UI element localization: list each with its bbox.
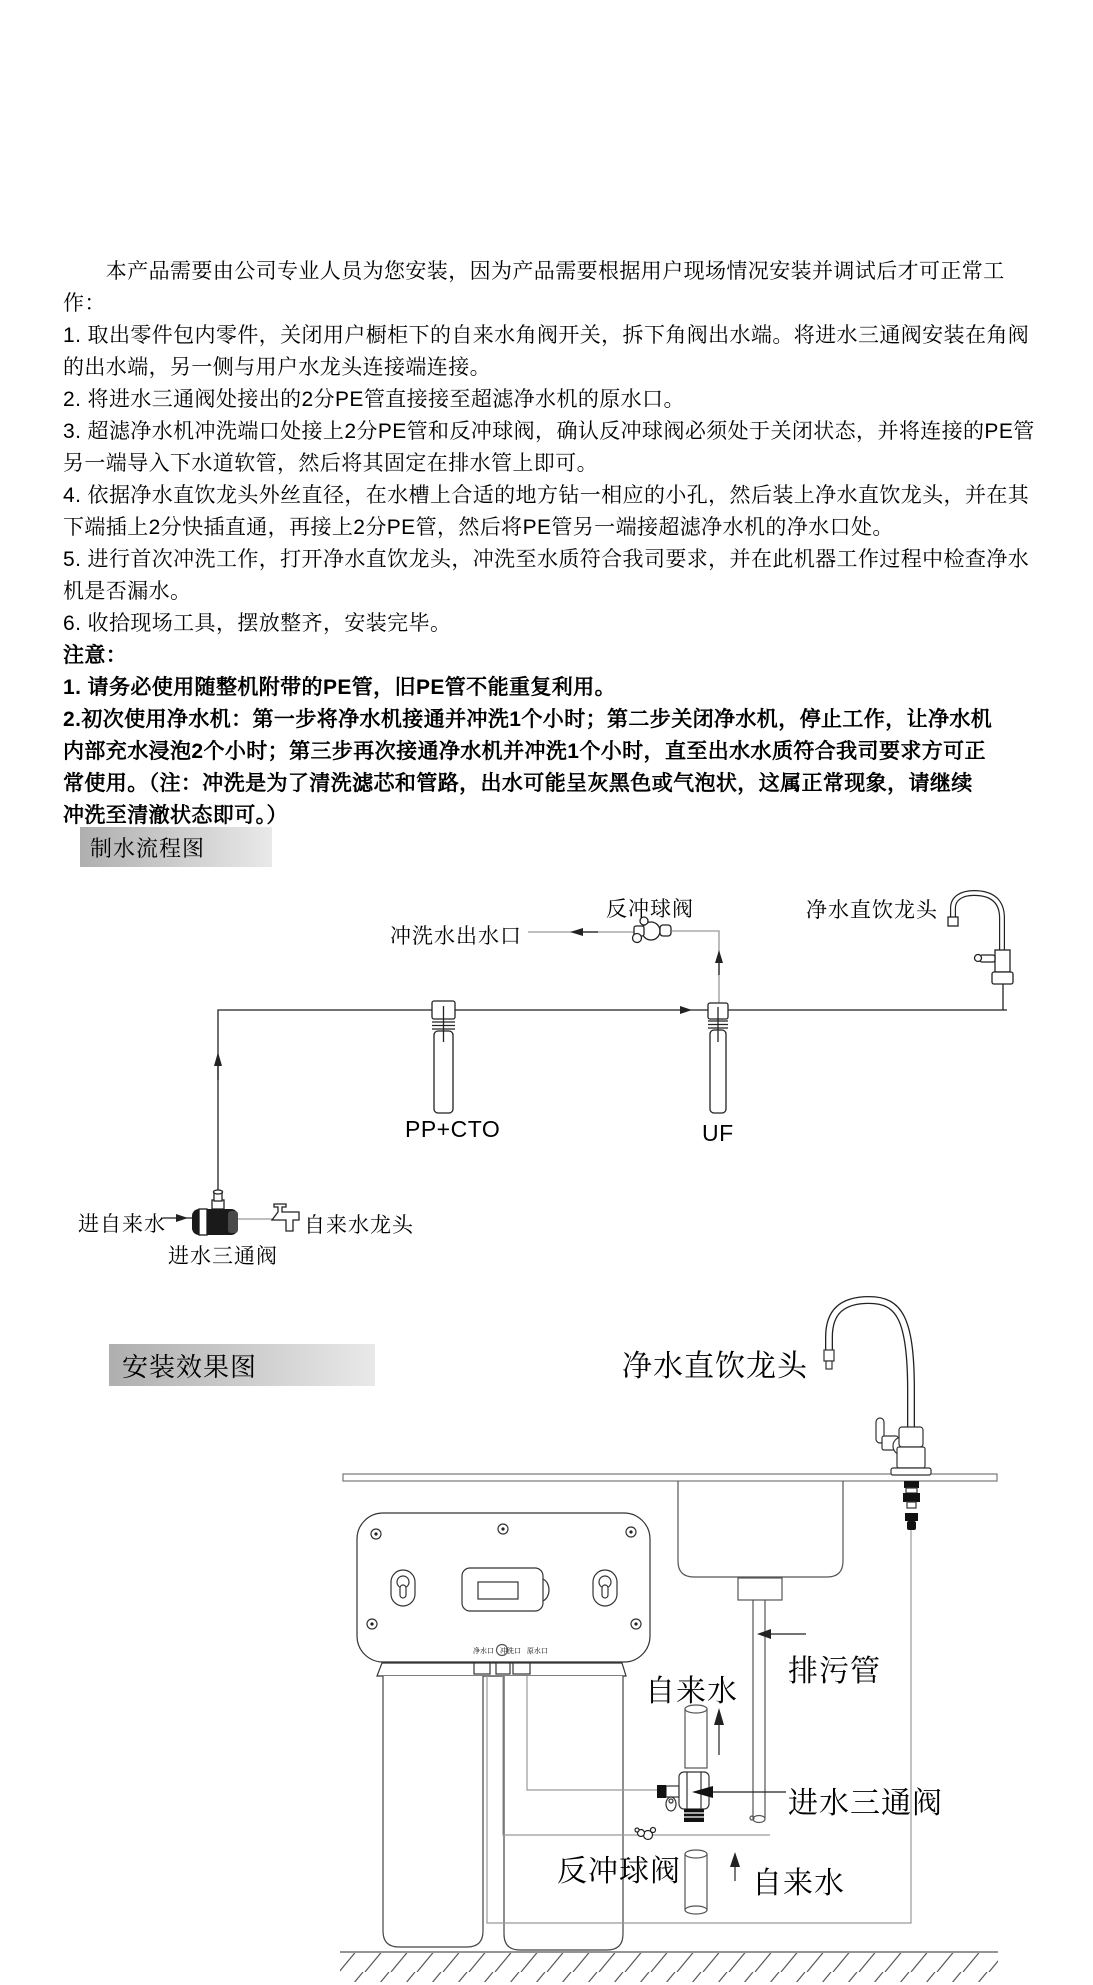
- filter-bottle: [504, 1676, 623, 1950]
- up-arrow-icon: [714, 1708, 724, 1725]
- step-line: 另一端导入下水道软管，然后将其固定在排水管上即可。: [63, 452, 598, 475]
- uf-filter-icon: [708, 1003, 728, 1113]
- pure-water-port-label: 净水口: [473, 1648, 494, 1655]
- tap-inlet-label: 进自来水: [78, 1213, 166, 1236]
- flush-outlet-label: 冲洗水出水口: [390, 925, 522, 948]
- flow-diagram: [163, 893, 1013, 1235]
- step-line: 5. 进行首次冲洗工作，打开净水直饮龙头，冲洗至水质符合我司要求，并在此机器工作过程中检查净水: [63, 548, 1030, 571]
- tap-pipe-upper: [685, 1705, 707, 1768]
- display-panel: [462, 1568, 549, 1611]
- raw-water-port-label: 原水口: [526, 1648, 548, 1655]
- install-section-title: 安装效果图: [122, 1351, 258, 1382]
- drinking-faucet-label: 净水直饮龙头: [806, 899, 938, 922]
- notice-line: 常使用。（注：冲洗是为了清洗滤芯和管路，出水可能呈灰黑色或气泡状，这属正常现象，请继续: [63, 772, 973, 795]
- step-line: 3. 超滤净水机冲洗端口处接上2分PE管和反冲球阀，确认反冲球阀必须处于关闭状态，并将连接的PE管: [63, 420, 1035, 443]
- sink: [678, 1481, 843, 1577]
- backflush-valve-icon: [635, 1828, 656, 1840]
- up-arrow-icon: [730, 1852, 740, 1867]
- backflush-valve-label: 反冲球阀: [606, 898, 694, 921]
- drinking-faucet-icon: [824, 1300, 931, 1475]
- pp-cto-filter-icon: [432, 1001, 455, 1113]
- step-line: 4. 依据净水直饮龙头外丝直径，在水槽上合适的地方钻一相应的小孔，然后装上净水直饮龙头，并在其: [63, 484, 1030, 507]
- step-line: 下端插上2分快插直通，再接上2分PE管，然后将PE管另一端接超滤净水机的净水口处。: [63, 516, 894, 539]
- tap-faucet-icon: [272, 1204, 299, 1231]
- step-line: 机是否漏水。: [63, 580, 192, 603]
- faucet-connector-icon: [903, 1481, 920, 1530]
- three-way-valve-icon: [657, 1772, 709, 1822]
- right-arrow-icon: [176, 1214, 188, 1222]
- up-arrow-icon: [214, 1052, 222, 1066]
- sink-drain-box: [738, 1578, 782, 1600]
- filter-bottle: [383, 1676, 483, 1947]
- right-arrow-icon: [680, 1006, 692, 1014]
- drain-pipe-label: 排污管: [788, 1655, 881, 1688]
- step-line: 6. 收拾现场工具，摆放整齐，安装完毕。: [63, 612, 452, 635]
- left-arrow-icon: [757, 1629, 771, 1639]
- tap-faucet-label: 自来水龙头: [304, 1214, 414, 1237]
- flush-port-label: 冲洗口: [499, 1648, 521, 1655]
- notice-line: 1. 请务必使用随整机附带的PE管，旧PE管不能重复利用。: [63, 676, 616, 699]
- intro-line: 本产品需要由公司专业人员为您安装，因为产品需要根据用户现场情况安装并调试后才可正常工: [63, 260, 1005, 283]
- install-faucet-label: 净水直饮龙头: [622, 1350, 808, 1383]
- flow-section-title: 制水流程图: [90, 835, 206, 861]
- notice-line: 冲洗至清澈状态即可。）: [63, 804, 288, 827]
- port-labels: [473, 1646, 548, 1656]
- uf-label: UF: [702, 1120, 734, 1146]
- tap-pipe-lower: [685, 1850, 707, 1914]
- floor: [340, 1952, 998, 1982]
- tap-water-upper-label: 自来水: [645, 1675, 738, 1708]
- left-arrow-icon: [570, 928, 583, 936]
- tap-water-lower-label: 自来水: [752, 1867, 845, 1900]
- intro-line: 作：: [63, 292, 106, 315]
- drinking-faucet-icon: [948, 893, 1013, 1010]
- three-way-valve-icon: [192, 1190, 238, 1235]
- install-three-way-valve-label: 进水三通阀: [788, 1787, 943, 1820]
- step-line: 2. 将进水三通阀处接出的2分PE管直接接至超滤净水机的原水口。: [63, 388, 685, 411]
- notice-line: 内部充水浸泡2个小时；第三步再次接通净水机并冲洗1个小时，直至出水水质符合我司要求方可正: [63, 740, 986, 763]
- step-line: 1. 取出零件包内零件，关闭用户橱柜下的自来水角阀开关，拆下角阀出水端。将进水三通阀安装在角阀: [63, 324, 1030, 347]
- step-line: 的出水端，另一侧与用户水龙头连接端连接。: [63, 356, 491, 379]
- notice-line: 2.初次使用净水机：第一步将净水机接通并冲洗1个小时；第二步关闭净水机，停止工作，让净水机: [63, 708, 993, 731]
- three-way-valve-label: 进水三通阀: [168, 1245, 278, 1268]
- pp-cto-label: PP+CTO: [405, 1116, 501, 1142]
- notice-heading: 注意：: [63, 644, 128, 667]
- install-backflush-valve-label: 反冲球阀: [557, 1855, 681, 1888]
- main-pipe: [218, 1010, 1007, 1192]
- port-tabs: [474, 1663, 530, 1674]
